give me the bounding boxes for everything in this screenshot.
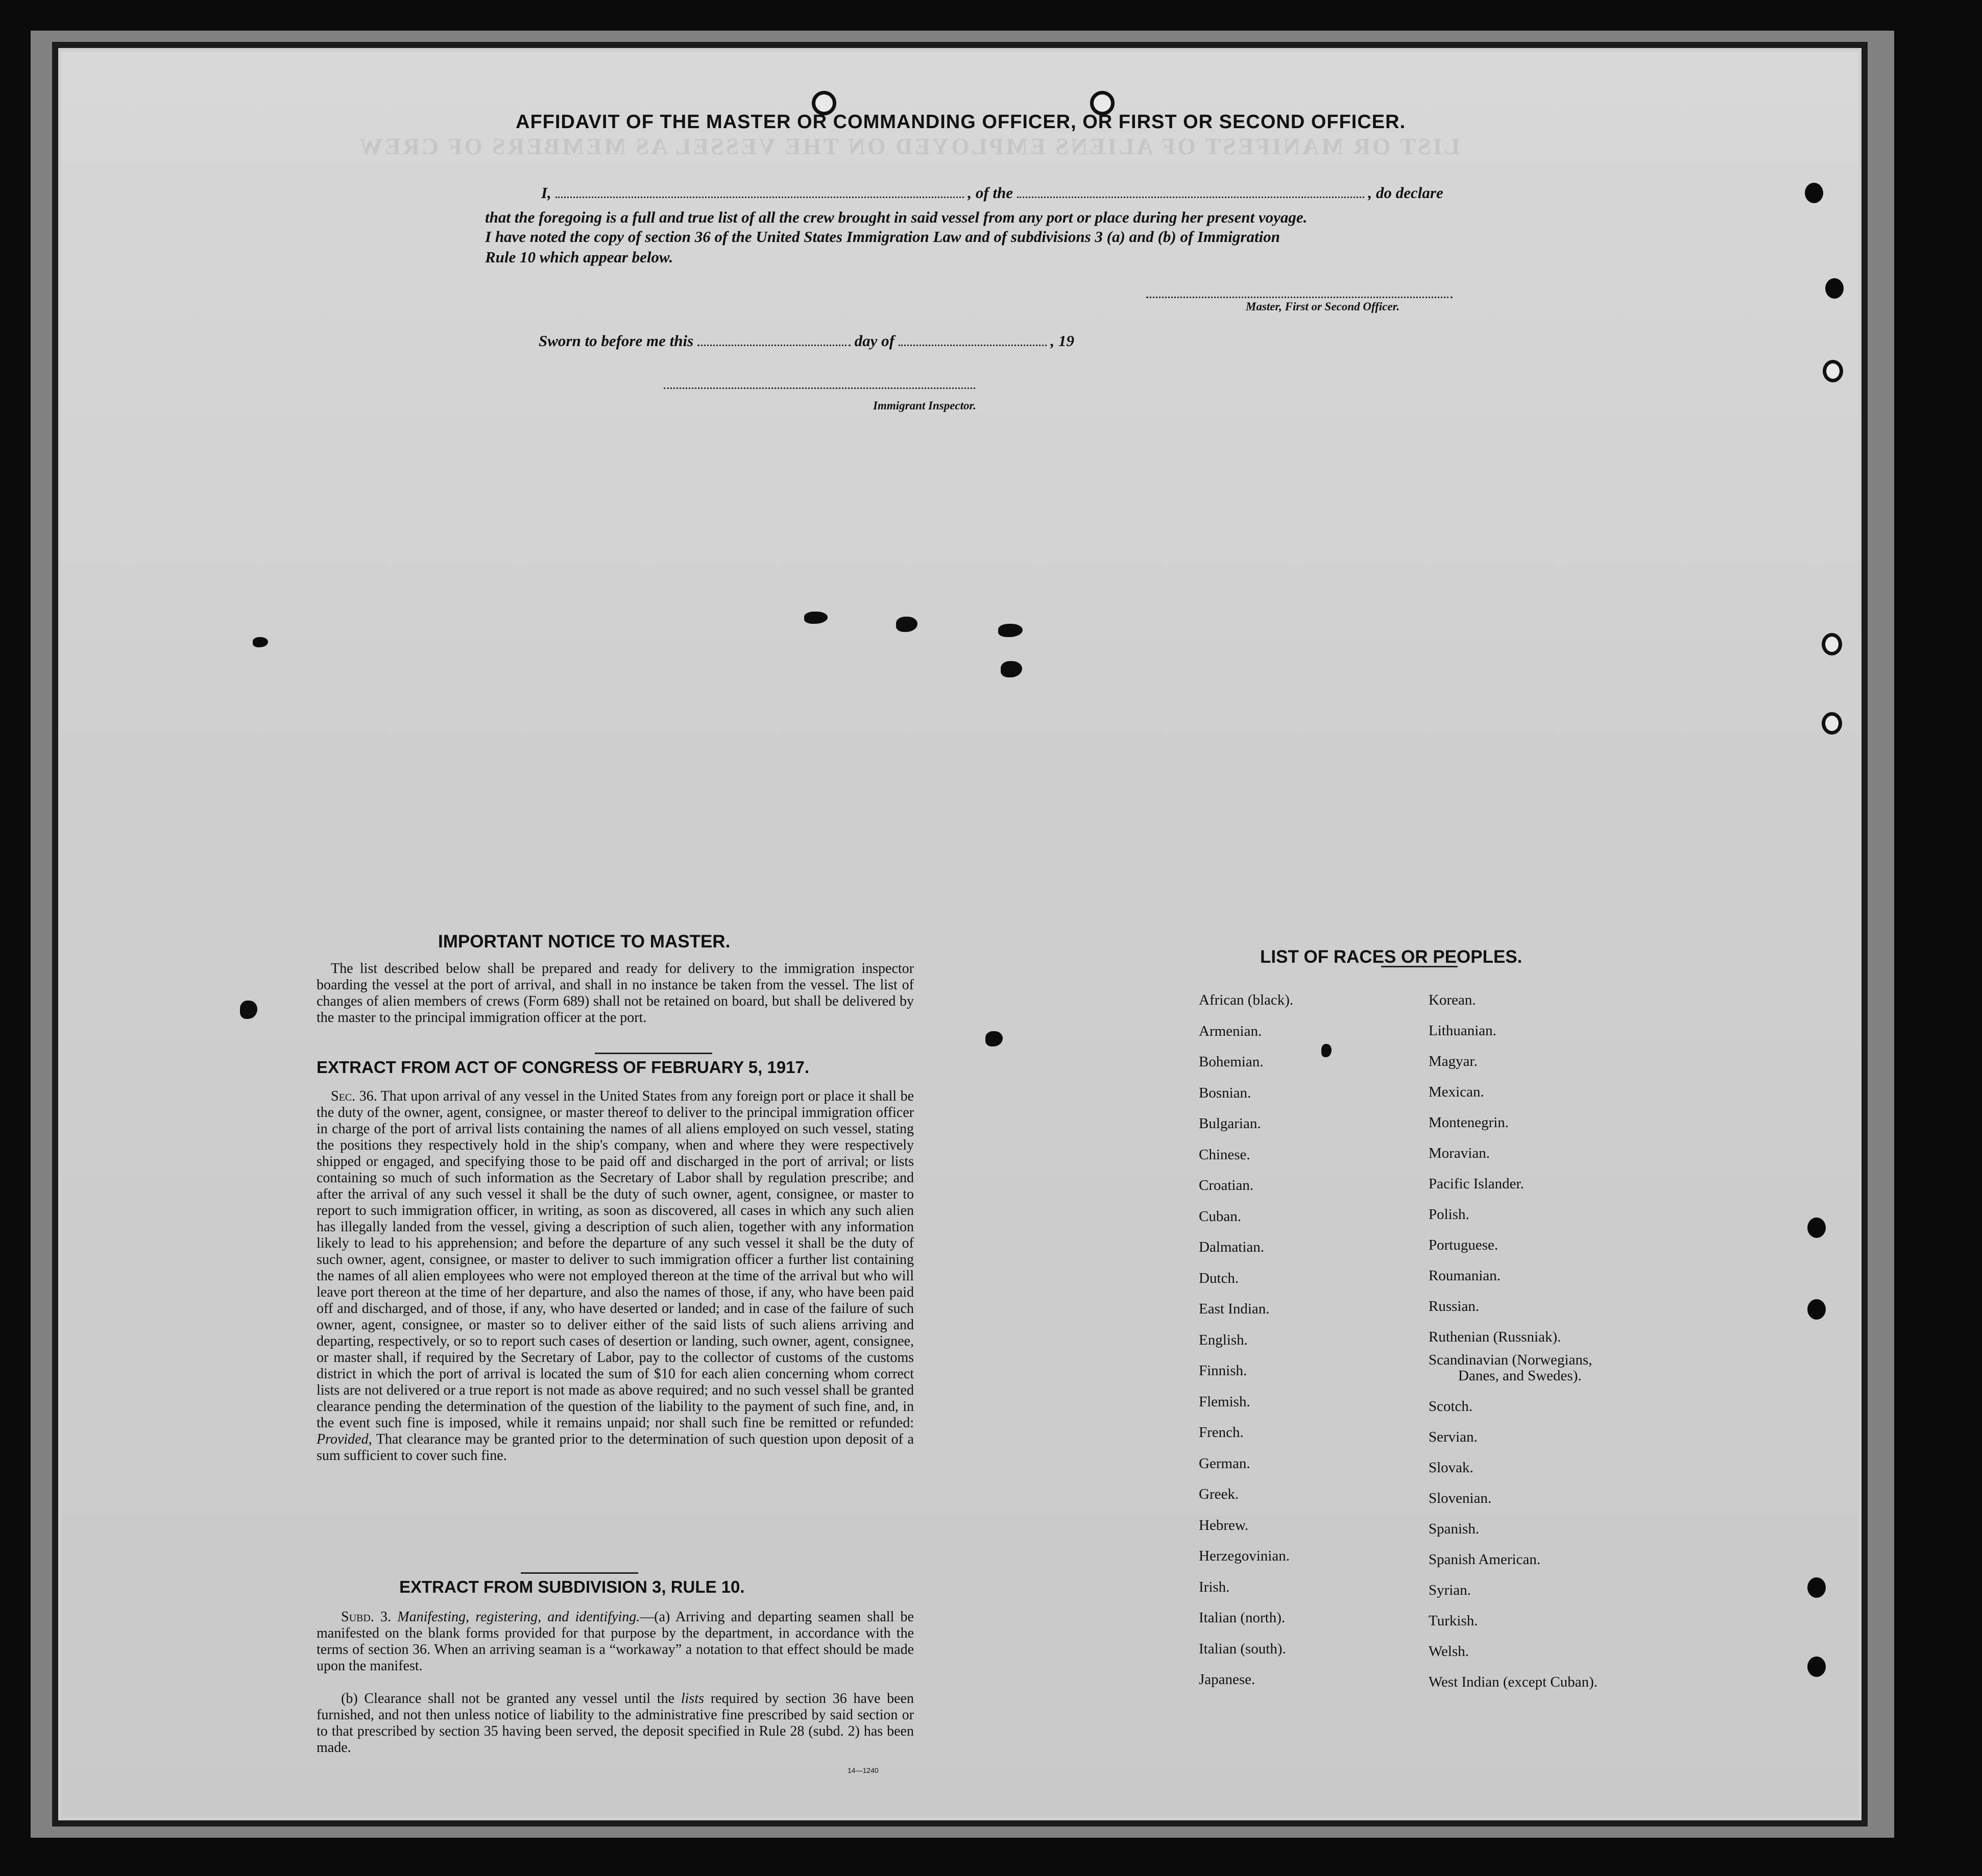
punch-hole	[1807, 1577, 1826, 1598]
punch-hole	[1807, 1656, 1826, 1677]
race-item: Herzegovinian.	[1199, 1548, 1290, 1564]
sworn-day-of: day of	[854, 332, 895, 350]
race-item: Bohemian.	[1199, 1054, 1264, 1070]
declaration-text: I have noted the copy of section 36 of the United States Immigration Law and of subdivisions 3 (a) and (b) of Immigration	[485, 228, 1280, 246]
race-item: Roumanian.	[1429, 1268, 1501, 1284]
subdivision-b-text: required by section 36 have been furnished, and not then unless notice of liability to the administrative fine prescribed by said section or to that prescribed by section 35 having been served, the deposit specified in Rule 28 (subd. 2) has been made.	[317, 1691, 914, 1756]
vessel-name-blank	[1017, 196, 1364, 198]
race-item: Moravian.	[1429, 1145, 1490, 1161]
declare-suffix: , do declare	[1368, 184, 1443, 202]
subdivision-number: Subd. 3.	[341, 1609, 392, 1625]
subdivision-title: Manifesting, registering, and identifying.	[397, 1609, 640, 1625]
race-item: Bosnian.	[1199, 1084, 1251, 1101]
race-item: Greek.	[1199, 1486, 1239, 1502]
race-item: Turkish.	[1429, 1613, 1478, 1629]
notice-rule	[595, 1053, 712, 1054]
race-item: Slovak.	[1429, 1459, 1473, 1476]
race-item: Hebrew.	[1199, 1517, 1249, 1533]
declarant-name-blank	[555, 196, 964, 198]
race-item: Scandinavian (Norwegians,	[1429, 1352, 1592, 1368]
race-item: Montenegrin.	[1429, 1114, 1509, 1131]
race-item: Syrian.	[1429, 1582, 1471, 1598]
race-item: Armenian.	[1199, 1022, 1262, 1039]
race-item: Lithuanian.	[1429, 1022, 1496, 1039]
punch-hole	[1825, 278, 1844, 299]
race-item: Cuban.	[1199, 1208, 1241, 1225]
race-item: Portuguese.	[1429, 1237, 1498, 1253]
race-item: Japanese.	[1199, 1671, 1255, 1688]
master-signature-line	[1146, 296, 1453, 298]
subdivision-b-lists: lists	[681, 1691, 705, 1707]
act-extract-title: EXTRACT FROM ACT OF CONGRESS OF FEBRUARY 5, 1917.	[317, 1058, 810, 1077]
race-item: Spanish American.	[1429, 1551, 1541, 1568]
race-item: English.	[1199, 1331, 1248, 1348]
sworn-month-blank	[899, 344, 1047, 346]
race-item: German.	[1199, 1455, 1250, 1472]
master-caption: Master, First or Second Officer.	[1246, 300, 1400, 313]
race-item: Mexican.	[1429, 1084, 1484, 1100]
sworn-line	[539, 332, 1074, 350]
declaration-text: that the foregoing is a full and true list of all the crew brought in said vessel from any port or place during her present voyage.	[485, 208, 1308, 226]
race-item: Servian.	[1429, 1429, 1478, 1445]
race-item: Russian.	[1429, 1298, 1480, 1314]
sworn-prefix: Sworn to before me this	[539, 332, 694, 350]
race-item: Ruthenian (Russniak).	[1429, 1329, 1561, 1345]
punch-hole	[1807, 1299, 1826, 1320]
race-item: Flemish.	[1199, 1393, 1250, 1410]
race-item: Croatian.	[1199, 1177, 1254, 1193]
race-item: Finnish.	[1199, 1362, 1247, 1379]
race-item: Korean.	[1429, 992, 1476, 1008]
inspector-caption: Immigrant Inspector.	[873, 399, 976, 412]
race-item: Scotch.	[1429, 1398, 1473, 1415]
race-item: Italian (south).	[1199, 1640, 1286, 1657]
rule-extract-b	[317, 1691, 914, 1756]
race-item: Irish.	[1199, 1578, 1230, 1595]
bleed-through-heading: LIST OR MANIFEST OF ALIENS EMPLOYED ON THE VESSEL AS MEMBERS OF CREW	[357, 133, 1460, 159]
subdivision-a-text: —(a) Arriving and departing seamen shall be manifested on the blank forms provided for that purpose by the department, in accordance with the terms of section 36. When an arriving seaman is a “workaway” a notation to that effect should be made upon the manifest.	[317, 1609, 914, 1674]
notice-title: IMPORTANT NOTICE TO MASTER.	[438, 932, 731, 952]
notice-text: The list described below shall be prepared and ready for delivery to the immigration inspector boarding the vessel at the port of arrival, and shall in no instance be taken from the vessel. The list of changes of alien members of crews (Form 689) shall not be retained on board, but shall be delivered by the master to the principal immigration officer at the port.	[317, 961, 914, 1026]
race-item: East Indian.	[1199, 1301, 1270, 1317]
race-item: Dalmatian.	[1199, 1239, 1265, 1255]
punch-hole	[1823, 360, 1843, 382]
sworn-day-blank	[697, 344, 851, 346]
subdivision-b-start: (b) Clearance shall not be granted any vessel until the	[341, 1691, 675, 1707]
section-body: That upon arrival of any vessel in the United States from any foreign port or place it shall be the duty of the owner, agent, consignee, or master thereof to deliver to the principal immigration officer in charge of the port of arrival lists containing the names of all aliens employed on such vessel, stating the positions they respectively hold in the ship's company, when and where they were respectively shipped or engaged, and specifying those to be paid off and discharged in the port of arrival; or lists containing so much of such information as the Secretary of Labor shall by regulation prescribe; and after the arrival of any such vessel it shall be the duty of such owner, agent, consignee, or master to report to such immigration officer, in writing, as soon as discovered, all cases in which any such alien has illegally landed from the vessel, giving a description of such alien, together with any information likely to lead to his apprehension; and before the departure of any such vessel it shall be the duty of such owner, agent, consignee, or master to deliver to such immigration officer a further list containing the names of all alien employees who were not employed thereon at the time of the arrival but who will leave port thereon at the time of her departure, and also the names of those, if any, who have been paid off and discharged, and of those, if any, who have deserted or landed; and in case of the failure of such owner, agent, consignee, or master so to deliver either of the said lists of such aliens arriving and departing, respectively, or so to report such cases of desertion or landing, such owner, agent, consignee, or master shall, if required by the Secretary of Labor, pay to the collector of customs of the customs district in which the port of arrival is located the sum of $10 for each alien concerning whom correct lists are not delivered or a true report is not made as above required; and no such vessel shall be granted clearance pending the determination of the question of the liability to the payment of such fine, and, in the event such fine is imposed, while it remains unpaid; nor shall such fine be remitted or refunded:	[317, 1088, 914, 1431]
section-number: Sec. 36.	[331, 1088, 377, 1104]
race-item: Welsh.	[1429, 1643, 1469, 1660]
vessel-prefix: , of the	[968, 184, 1013, 202]
race-item: Magyar.	[1429, 1053, 1478, 1069]
declaration-text: Rule 10 which appear below.	[485, 248, 673, 266]
form-number: 14—1240	[848, 1766, 879, 1774]
declarant-prefix: I,	[541, 184, 551, 202]
punch-hole	[1807, 1217, 1826, 1238]
race-item: Polish.	[1429, 1206, 1469, 1223]
act-extract-text	[317, 1088, 914, 1464]
races-title: LIST OF RACES OR PEOPLES.	[1260, 947, 1522, 967]
race-item: Bulgarian.	[1199, 1115, 1261, 1132]
race-item: African (black).	[1199, 992, 1294, 1008]
punch-hole	[1822, 712, 1842, 735]
rule-extract-title: EXTRACT FROM SUBDIVISION 3, RULE 10.	[399, 1577, 745, 1596]
act-rule	[521, 1572, 638, 1574]
manifest-page	[61, 51, 1858, 1817]
affidavit-title: AFFIDAVIT OF THE MASTER OR COMMANDING OFFICER, OR FIRST OR SECOND OFFICER.	[516, 111, 1406, 133]
sworn-year: , 19	[1050, 332, 1074, 350]
race-item: Dutch.	[1199, 1270, 1239, 1286]
race-item: Danes, and Swedes).	[1458, 1368, 1582, 1384]
race-item: Spanish.	[1429, 1521, 1480, 1537]
race-item: Chinese.	[1199, 1146, 1250, 1163]
section-body-end: That clearance may be granted prior to the determination of such question upon deposit of a sum sufficient to cover such fine.	[317, 1431, 914, 1464]
punch-hole	[1805, 183, 1823, 203]
rule-extract-a	[317, 1609, 914, 1674]
race-item: Pacific Islander.	[1429, 1176, 1524, 1192]
race-item: Italian (north).	[1199, 1610, 1286, 1626]
declaration-line	[541, 184, 1443, 202]
races-rule	[1381, 966, 1458, 967]
proviso-label: Provided,	[317, 1431, 372, 1447]
inspector-signature-line	[664, 387, 975, 389]
punch-hole	[1822, 633, 1842, 655]
race-item: West Indian (except Cuban).	[1429, 1674, 1598, 1690]
race-item: Slovenian.	[1429, 1490, 1492, 1506]
race-item: French.	[1199, 1424, 1244, 1441]
